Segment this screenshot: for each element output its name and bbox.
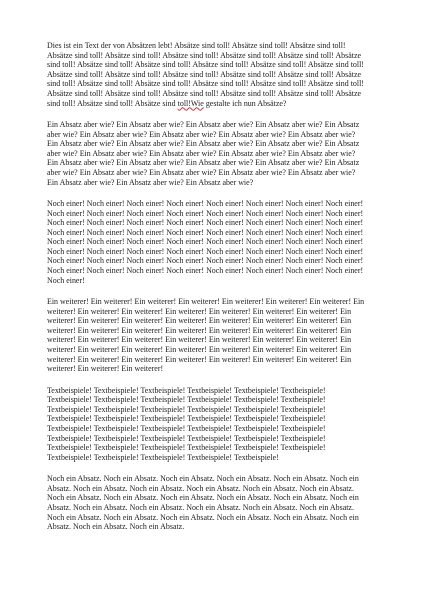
spelling-error-word[interactable]: toll!Wie: [177, 98, 204, 108]
paragraph-noch-ein-absatz: Noch ein Absatz. Noch ein Absatz. Noch ein Absatz. Noch ein Absatz. Noch ein Absatz. Noch ein Absatz. Noch ein Absatz. Noch ein Absatz. Noch ein Absatz. Noch ein Absatz. Noch ein Absatz. Noch ein Absatz. Noch ein Absatz. Noch ein Absatz. Noch ein Absatz. Noch ein Absatz. Noch ein Absatz. Noch ein Absatz. Noch ein Absatz. Noch ein Absatz. Noch ein Absatz. Noch ein Absatz. Noch ein Absatz. Noch ein Absatz. Noch ein Absatz. Noch ein Absatz. Noch ein Absatz. Noch ein Absatz. Noch ein Absatz. Noch ein Absatz.: [47, 474, 359, 532]
paragraph-absaetze-end: gestalte ich nun Absätze?: [203, 98, 287, 108]
paragraph-ein-absatz: Ein Absatz aber wie? Ein Absatz aber wie? Ein Absatz aber wie? Ein Absatz aber wie? Ein Absatz aber wie? Ein Absatz aber wie? Ein Absatz aber wie? Ein Absatz aber wie? Ein Absatz aber wie? Ein Absatz aber wie? Ein Absatz aber wie? Ein Absatz aber wie? Ein Absatz aber wie? Ein Absatz aber wie? Ein Absatz aber wie? Ein Absatz aber wie? Ein Absatz aber wie? Ein Absatz aber wie? Ein Absatz aber wie? Ein Absatz aber wie? Ein Absatz aber wie? Ein Absatz aber wie? Ein Absatz aber wie? Ein Absatz aber wie? Ein Absatz aber wie? Ein Absatz aber wie? Ein Absatz aber wie? Ein Absatz aber wie? Ein Absatz aber wie? Ein Absatz aber wie?: [47, 119, 360, 187]
paragraph-textbeispiele: Textbeispiele! Textbeispiele! Textbeispiele! Textbeispiele! Textbeispiele! Textbeispiele! Textbeispiele! Textbeispiele! Textbeispiele! Textbeispiele! Textbeispiele! Textbeispiele! Textbeispiele! Textbeispiele! Textbeispiele! Textbeispiele! Textbeispiele! Textbeispiele! Textbeispiele! Textbeispiele! Textbeispiele! Textbeispiele! Textbeispiele! Textbeispiele! Textbeispiele! Textbeispiele! Textbeispiele! Textbeispiele! Textbeispiele! Textbeispiele! Textbeispiele! Textbeispiele! Textbeispiele! Textbeispiele! Textbeispiele! Textbeispiele! Textbeispiele! Textbeispiele! Textbeispiele! Textbeispiele! Textbeispiele! Textbeispiele! Textbeispiele! Textbeispiele! Textbeispiele! Textbeispiele! Textbeispiele!: [47, 385, 326, 462]
paragraph-absaetze: [47, 41, 367, 108]
paragraph-absaetze-text: Dies ist ein Text der von Absätzen lebt! Absätze sind toll! Absätze sind toll! Absätze sind toll! Absätze sind toll! Absätze sind toll! Absätze sind toll! Absätze sind toll! Absätze sind toll! Absätze sind toll! Absätze sind toll! Absätze sind toll! Absätze sind toll! Absätze sind toll! Absätze sind toll! Absätze sind toll! Absätze sind toll! Absätze sind toll! Absätze sind toll! Absätze sind toll! Absätze sind toll! Absätze sind toll! Absätze sind toll! Absätze sind toll! Absätze sind toll! Absätze sind toll! Absätze sind toll! Absätze sind toll! Absätze sind toll! Absätze sind toll! Absätze sind toll! Absätze sind toll! Absätze sind toll! Absätze sind: [47, 41, 364, 108]
paragraph-ein-weiterer: Ein weiterer! Ein weiterer! Ein weiterer! Ein weiterer! Ein weiterer! Ein weiterer! Ein weiterer! Ein weiterer! Ein weiterer! Ein weiterer! Ein weiterer! Ein weiterer! Ein weiterer! Ein weiterer! Ein weiterer! Ein weiterer! Ein weiterer! Ein weiterer! Ein weiterer! Ein weiterer! Ein weiterer! Ein weiterer! Ein weiterer! Ein weiterer! Ein weiterer! Ein weiterer! Ein weiterer! Ein weiterer! Ein weiterer! Ein weiterer! Ein weiterer! Ein weiterer! Ein weiterer! Ein weiterer! Ein weiterer! Ein weiterer! Ein weiterer! Ein weiterer! Ein weiterer! Ein weiterer! Ein weiterer! Ein weiterer! Ein weiterer! Ein weiterer! Ein weiterer! Ein weiterer! Ein weiterer! Ein weiterer! Ein weiterer! Ein weiterer! Ein weiterer! Ein weiterer!: [47, 297, 365, 374]
paragraph-noch-einer: Noch einer! Noch einer! Noch einer! Noch einer! Noch einer! Noch einer! Noch einer! Noch einer! Noch einer! Noch einer! Noch einer! Noch einer! Noch einer! Noch einer! Noch einer! Noch einer! Noch einer! Noch einer! Noch einer! Noch einer! Noch einer! Noch einer! Noch einer! Noch einer! Noch einer! Noch einer! Noch einer! Noch einer! Noch einer! Noch einer! Noch einer! Noch einer! Noch einer! Noch einer! Noch einer! Noch einer! Noch einer! Noch einer! Noch einer! Noch einer! Noch einer! Noch einer! Noch einer! Noch einer! Noch einer! Noch einer! Noch einer! Noch einer! Noch einer! Noch einer! Noch einer! Noch einer! Noch einer! Noch einer! Noch einer! Noch einer! Noch einer! Noch einer! Noch einer! Noch einer! Noch einer! Noch einer! Noch einer! Noch einer! Noch einer!: [47, 198, 364, 285]
